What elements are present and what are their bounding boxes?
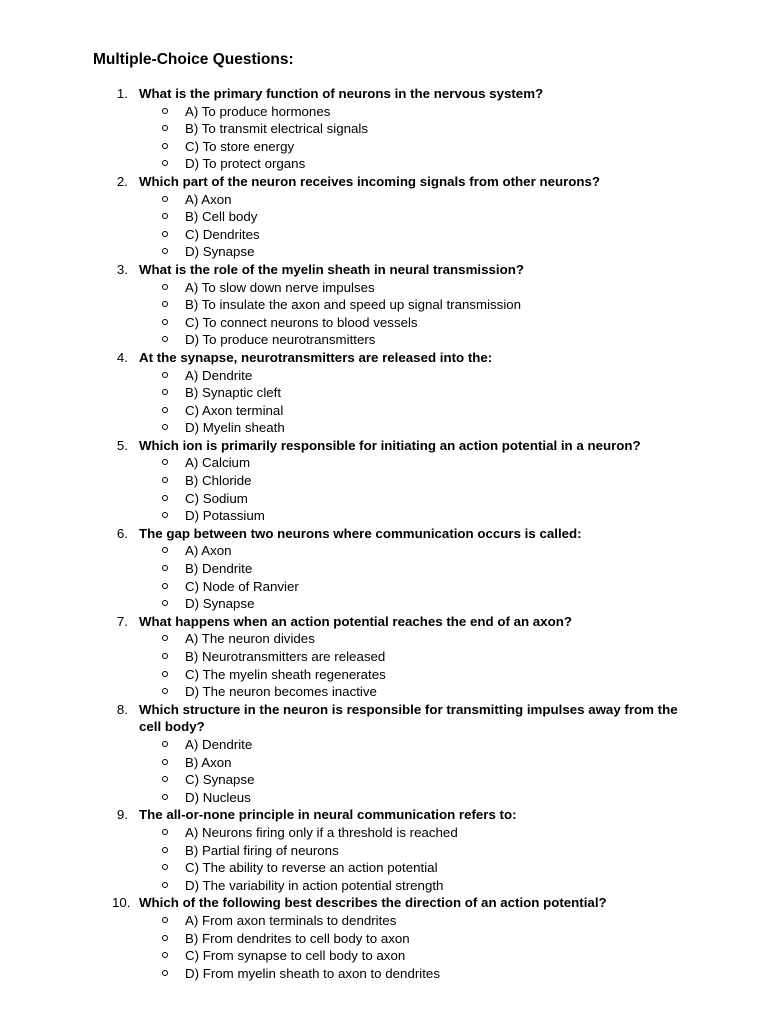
answer-option [139,296,768,314]
hollow-circle-bullet-icon [162,495,168,501]
answer-option-text: D) To protect organs [185,156,306,172]
answer-option [139,736,768,754]
answer-option-text: D) Myelin sheath [185,420,285,436]
answer-option [139,384,768,402]
answer-options [139,912,768,982]
hollow-circle-bullet-icon [162,829,168,835]
hollow-circle-bullet-icon [162,389,168,395]
answer-options [139,279,768,349]
question-text: At the synapse, neurotransmitters are released into the: [139,349,493,365]
answer-options [139,103,768,173]
answer-option [139,578,768,596]
question-item [0,525,768,613]
answer-option [139,138,768,156]
hollow-circle-bullet-icon [162,407,168,413]
answer-option [139,789,768,807]
answer-option [139,191,768,209]
answer-option [139,208,768,226]
question-number: 7. [116,613,128,629]
answer-option-text: D) The neuron becomes inactive [185,684,377,700]
question-number: 8. [116,701,128,717]
answer-option [139,595,768,613]
hollow-circle-bullet-icon [162,970,168,976]
hollow-circle-bullet-icon [162,547,168,553]
question-item [0,894,768,982]
answer-option-text: A) To slow down nerve impulses [185,279,375,295]
hollow-circle-bullet-icon [162,864,168,870]
hollow-circle-bullet-icon [162,741,168,747]
answer-option-text: B) From dendrites to cell body to axon [185,930,410,946]
answer-option [139,507,768,525]
answer-option-text: A) Neurons firing only if a threshold is reached [185,824,458,840]
answer-option [139,243,768,261]
answer-option-text: D) Nucleus [185,789,251,805]
question-text: The gap between two neurons where communication occurs is called: [139,525,582,541]
question-text: Which structure in the neuron is responsible for transmitting impulses away from the cell body? [139,701,678,735]
question-item [0,173,768,261]
hollow-circle-bullet-icon [162,952,168,958]
answer-option [139,947,768,965]
answer-option [139,859,768,877]
answer-option [139,912,768,930]
question-number: 4. [116,349,128,365]
question-text: What happens when an action potential reaches the end of an axon? [139,613,572,629]
answer-option-text: B) Cell body [185,209,258,225]
document-title: Multiple-Choice Questions: [93,51,294,68]
answer-options [139,630,768,700]
question-item [0,261,768,349]
answer-option [139,754,768,772]
answer-option-text: A) The neuron divides [185,631,315,647]
question-number: 2. [116,173,128,189]
answer-option [139,103,768,121]
answer-option-text: A) Axon [185,543,232,559]
answer-options [139,191,768,261]
answer-option [139,120,768,138]
answer-option-text: B) To insulate the axon and speed up signal transmission [185,297,522,313]
hollow-circle-bullet-icon [162,143,168,149]
answer-option-text: C) Node of Ranvier [185,578,299,594]
answer-option-text: B) Synaptic cleft [185,385,282,401]
answer-option-text: A) Dendrite [185,736,253,752]
answer-option [139,472,768,490]
answer-option [139,367,768,385]
answer-option-text: C) From synapse to cell body to axon [185,948,406,964]
answer-option-text: A) Calcium [185,455,251,471]
question-item [0,85,768,173]
question-text: Which of the following best describes the direction of an action potential? [139,895,607,911]
hollow-circle-bullet-icon [162,583,168,589]
answer-option-text: C) Dendrites [185,226,260,242]
answer-option-text: C) To connect neurons to blood vessels [185,314,418,330]
hollow-circle-bullet-icon [162,847,168,853]
hollow-circle-bullet-icon [162,160,168,166]
hollow-circle-bullet-icon [162,424,168,430]
question-number: 9. [116,807,128,823]
answer-option [139,454,768,472]
answer-option-text: C) To store energy [185,138,295,154]
answer-option [139,226,768,244]
hollow-circle-bullet-icon [162,688,168,694]
hollow-circle-bullet-icon [162,565,168,571]
hollow-circle-bullet-icon [162,653,168,659]
hollow-circle-bullet-icon [162,248,168,254]
answer-option-text: D) To produce neurotransmitters [185,332,376,348]
answer-option-text: C) Synapse [185,772,255,788]
answer-options [139,736,768,806]
answer-option-text: C) The myelin sheath regenerates [185,666,386,682]
hollow-circle-bullet-icon [162,319,168,325]
question-number: 1. [116,86,128,101]
answer-option-text: B) Chloride [185,473,252,489]
hollow-circle-bullet-icon [162,284,168,290]
answer-option-text: C) Axon terminal [185,402,284,418]
answer-option-text: A) From axon terminals to dendrites [185,912,397,928]
answer-option-text: B) Partial firing of neurons [185,842,339,858]
answer-option-text: D) From myelin sheath to axon to dendrites [185,965,440,981]
question-item [0,701,768,807]
answer-option [139,771,768,789]
hollow-circle-bullet-icon [162,125,168,131]
answer-option [139,560,768,578]
answer-option [139,666,768,684]
question-text: The all-or-none principle in neural communication refers to: [139,807,517,823]
answer-option-text: B) Dendrite [185,561,253,577]
answer-option-text: C) Sodium [185,490,248,506]
answer-options [139,454,768,524]
question-item [0,806,768,894]
question-text: Which part of the neuron receives incoming signals from other neurons? [139,173,601,189]
hollow-circle-bullet-icon [162,301,168,307]
answer-option-text: D) Synapse [185,596,255,612]
answer-options [139,542,768,612]
hollow-circle-bullet-icon [162,512,168,518]
answer-option-text: D) Potassium [185,508,265,524]
answer-option [139,402,768,420]
hollow-circle-bullet-icon [162,372,168,378]
answer-option-text: D) The variability in action potential strength [185,877,444,893]
question-number: 10. [112,895,131,911]
hollow-circle-bullet-icon [162,231,168,237]
answer-option [139,279,768,297]
answer-option [139,824,768,842]
hollow-circle-bullet-icon [162,196,168,202]
hollow-circle-bullet-icon [162,635,168,641]
question-text: What is the role of the myelin sheath in neural transmission? [139,261,524,277]
answer-option [139,490,768,508]
answer-option [139,648,768,666]
hollow-circle-bullet-icon [162,336,168,342]
hollow-circle-bullet-icon [162,213,168,219]
hollow-circle-bullet-icon [162,671,168,677]
answer-option [139,542,768,560]
hollow-circle-bullet-icon [162,776,168,782]
question-item [0,349,768,437]
hollow-circle-bullet-icon [162,917,168,923]
question-item [0,613,768,701]
answer-option [139,842,768,860]
question-item [0,437,768,525]
answer-option-text: D) Synapse [185,244,255,260]
answer-option [139,155,768,173]
answer-option [139,683,768,701]
hollow-circle-bullet-icon [162,794,168,800]
answer-option [139,930,768,948]
answer-option-text: B) Neurotransmitters are released [185,649,386,664]
hollow-circle-bullet-icon [162,459,168,465]
answer-option-text: C) The ability to reverse an action potential [185,860,438,876]
answer-option-text: B) Axon [185,754,232,770]
question-number: 5. [116,437,128,453]
hollow-circle-bullet-icon [162,759,168,765]
hollow-circle-bullet-icon [162,882,168,888]
answer-option [139,630,768,648]
answer-option [139,314,768,332]
question-list [0,85,768,982]
answer-options [139,824,768,894]
hollow-circle-bullet-icon [162,600,168,606]
question-number: 6. [116,525,128,541]
hollow-circle-bullet-icon [162,108,168,114]
answer-option [139,331,768,349]
hollow-circle-bullet-icon [162,935,168,941]
answer-option [139,877,768,895]
question-text: Which ion is primarily responsible for initiating an action potential in a neuron? [139,437,641,453]
answer-option-text: A) Axon [185,191,232,207]
answer-option-text: B) To transmit electrical signals [185,121,369,137]
hollow-circle-bullet-icon [162,477,168,483]
answer-option [139,965,768,983]
answer-option-text: A) To produce hormones [185,103,331,119]
question-text: What is the primary function of neurons in the nervous system? [139,86,544,101]
answer-option [139,419,768,437]
answer-options [139,367,768,437]
question-number: 3. [116,261,128,277]
answer-option-text: A) Dendrite [185,367,253,383]
